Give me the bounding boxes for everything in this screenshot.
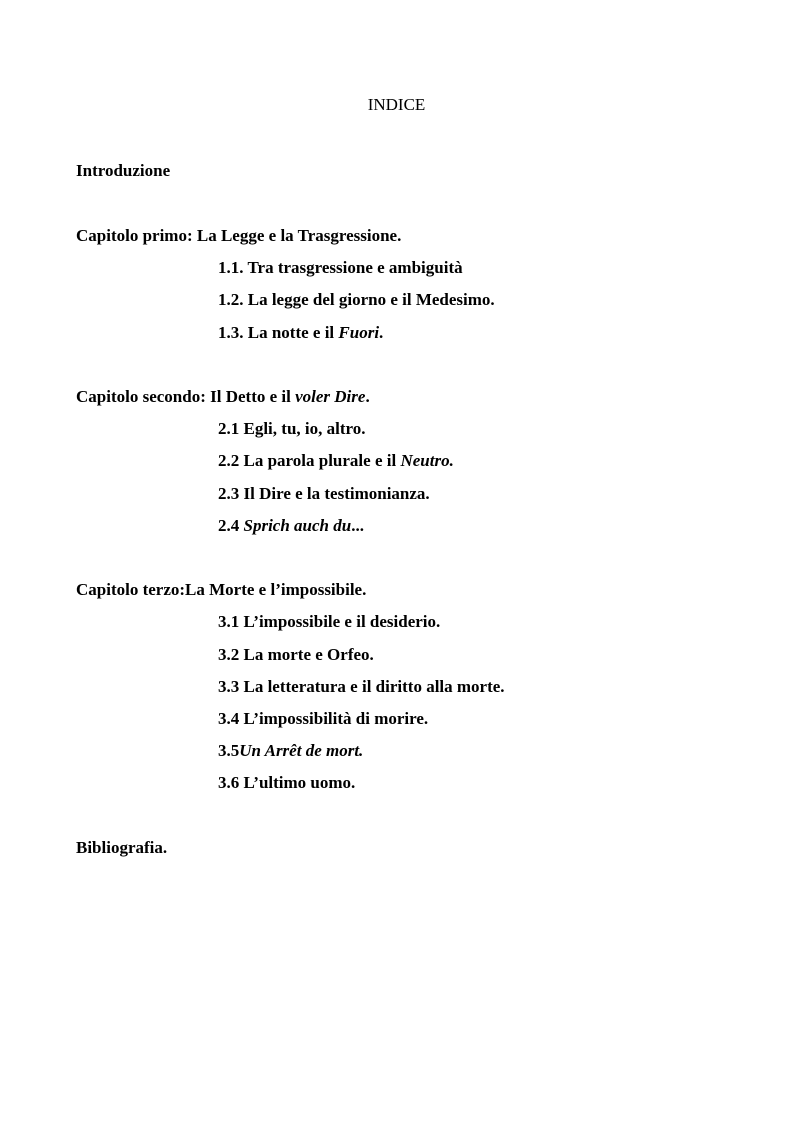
toc-chapter-2	[76, 387, 370, 407]
section-1-3-suffix: .	[379, 323, 384, 342]
section-2-2-italic: Neutro.	[400, 451, 454, 470]
toc-section-1-2: 1.2. La legge del giorno e il Medesimo.	[218, 290, 495, 309]
toc-section-2-3: 2.3 Il Dire e la testimonianza.	[218, 484, 430, 503]
toc-section-2-1: 2.1 Egli, tu, io, altro.	[218, 419, 366, 438]
toc-section-3-3: 3.3 La letteratura e il diritto alla morte.	[218, 677, 505, 696]
toc-section-1-1: 1.1. Tra trasgressione e ambiguità	[218, 258, 463, 277]
chapter-2-prefix: Capitolo secondo: Il Detto e il	[76, 387, 296, 406]
page-title: INDICE	[367, 95, 426, 114]
section-2-4-italic: Sprich auch du	[243, 516, 352, 535]
toc-section-3-1: 3.1 L’impossibile e il desiderio.	[218, 612, 441, 631]
toc-chapter-3: Capitolo terzo:La Morte e l’impossibile.	[76, 580, 367, 599]
toc-bibliography: Bibliografia.	[76, 838, 168, 857]
toc-section-2-4	[218, 516, 364, 536]
section-2-2-prefix: 2.2 La parola plurale e il	[218, 451, 401, 470]
toc-section-3-4: 3.4 L’impossibilità di morire.	[218, 709, 429, 728]
section-2-4-prefix: 2.4	[218, 516, 244, 535]
toc-section-3-2: 3.2 La morte e Orfeo.	[218, 645, 374, 664]
section-3-5-italic: Un Arrêt de mort.	[239, 741, 364, 760]
chapter-2-suffix: .	[365, 387, 370, 406]
toc-introduction: Introduzione	[76, 161, 171, 180]
toc-section-3-6: 3.6 L’ultimo uomo.	[218, 773, 356, 792]
toc-section-1-3	[218, 323, 383, 343]
toc-section-2-2	[218, 451, 454, 471]
toc-chapter-1: Capitolo primo: La Legge e la Trasgressione.	[76, 226, 402, 245]
toc-section-3-5	[218, 741, 363, 761]
section-2-4-suffix: ...	[351, 516, 364, 535]
section-1-3-italic: Fuori	[338, 323, 380, 342]
chapter-2-italic: voler Dire	[295, 387, 366, 406]
section-1-3-prefix: 1.3. La notte e il	[218, 323, 339, 342]
section-3-5-prefix: 3.5	[218, 741, 240, 760]
